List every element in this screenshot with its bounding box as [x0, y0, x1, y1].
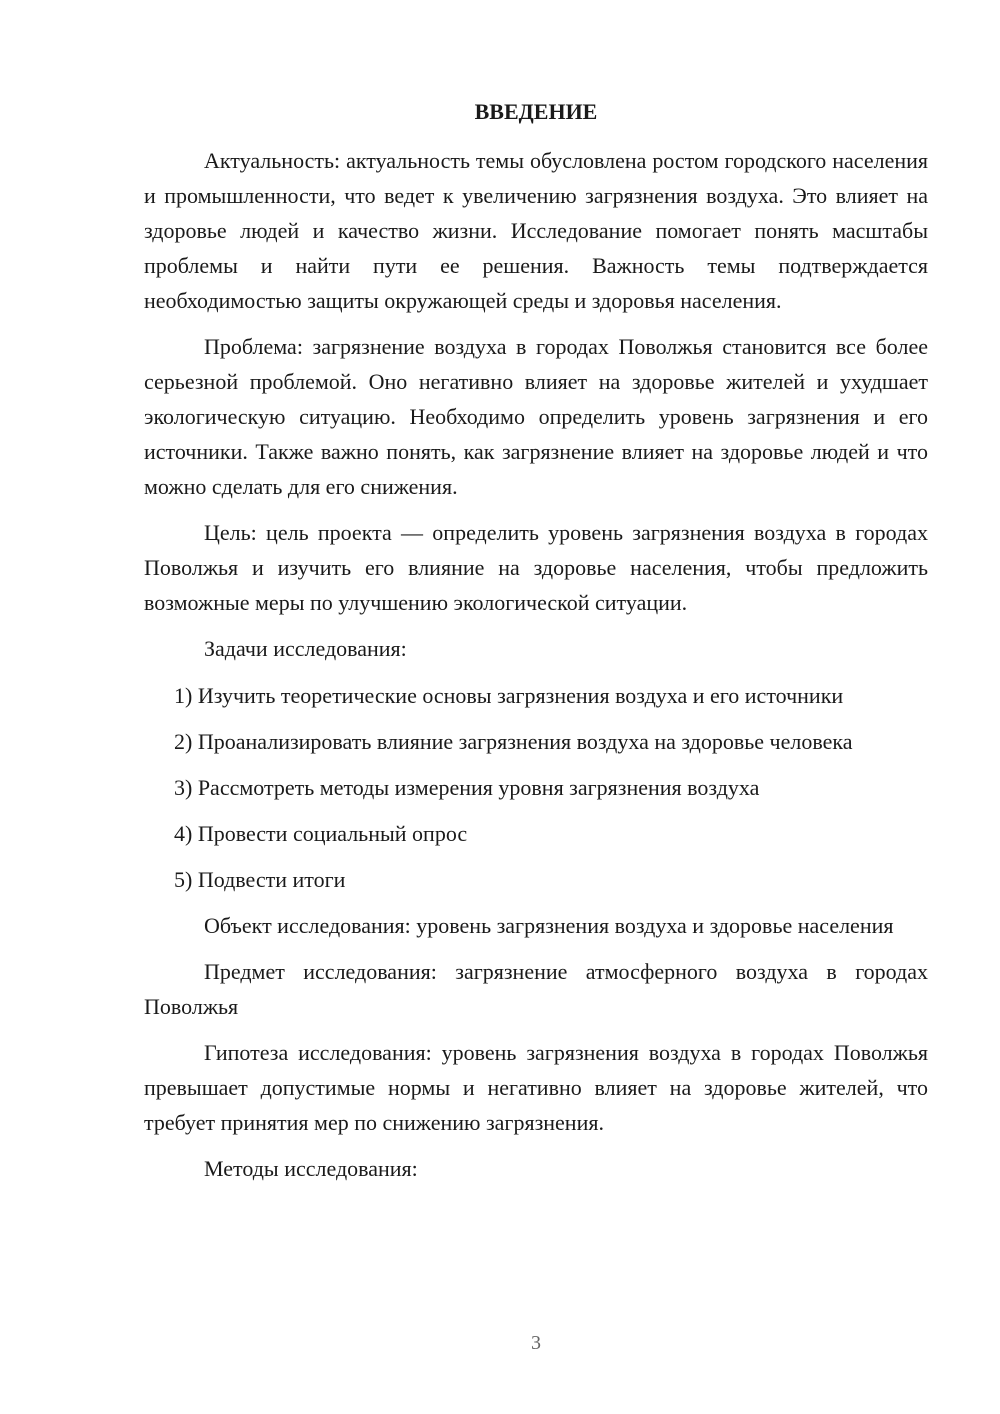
task-item-3: 3) Рассмотреть методы измерения уровня загрязнения воздуха — [174, 775, 760, 800]
task-item-1: 1) Изучить теоретические основы загрязнения воздуха и его источники — [174, 683, 844, 708]
task-item-2: 2) Проанализировать влияние загрязнения воздуха на здоровье человека — [174, 729, 853, 754]
paragraph-goal: Цель: цель проекта — определить уровень загрязнения воздуха в городах Поволжья и изучить его влияние на здоровье населения, чтобы предложить возможные меры по улучшению экологической ситуации. — [144, 520, 928, 615]
page-number: 3 — [531, 1332, 541, 1354]
tasks-heading: Задачи исследования: — [204, 636, 407, 661]
paragraph-object: Объект исследования: уровень загрязнения воздуха и здоровье населения — [204, 913, 894, 938]
paragraph-methods: Методы исследования: — [204, 1156, 418, 1181]
paragraph-subject: Предмет исследования: загрязнение атмосферного воздуха в городах Поволжья — [144, 959, 928, 1019]
document-body — [144, 143, 928, 1197]
paragraph-hypothesis: Гипотеза исследования: уровень загрязнения воздуха в городах Поволжья превышает допустимые нормы и негативно влияет на здоровье жителей, что требует принятия мер по снижению загрязнения. — [144, 1040, 928, 1135]
page-title: ВВЕДЕНИЕ — [474, 99, 598, 124]
task-item-5: 5) Подвести итоги — [174, 867, 346, 892]
paragraph-problem: Проблема: загрязнение воздуха в городах Поволжья становится все более серьезной проблемой. Оно негативно влияет на здоровье жителей и ухудшает экологическую ситуацию. Необходимо определить уровень загрязнения и его источники. Также важно понять, как загрязнение влияет на здоровье людей и что можно сделать для его снижения. — [144, 334, 928, 499]
paragraph-relevance: Актуальность: актуальность темы обусловлена ростом городского населения и промышленности, что ведет к увеличению загрязнения воздуха. Это влияет на здоровье людей и качество жизни. Исследование помогает понять масштабы проблемы и найти пути ее решения. Важность темы подтверждается необходимостью защиты окружающей среды и здоровья населения. — [144, 148, 928, 313]
task-item-4: 4) Провести социальный опрос — [174, 821, 468, 846]
